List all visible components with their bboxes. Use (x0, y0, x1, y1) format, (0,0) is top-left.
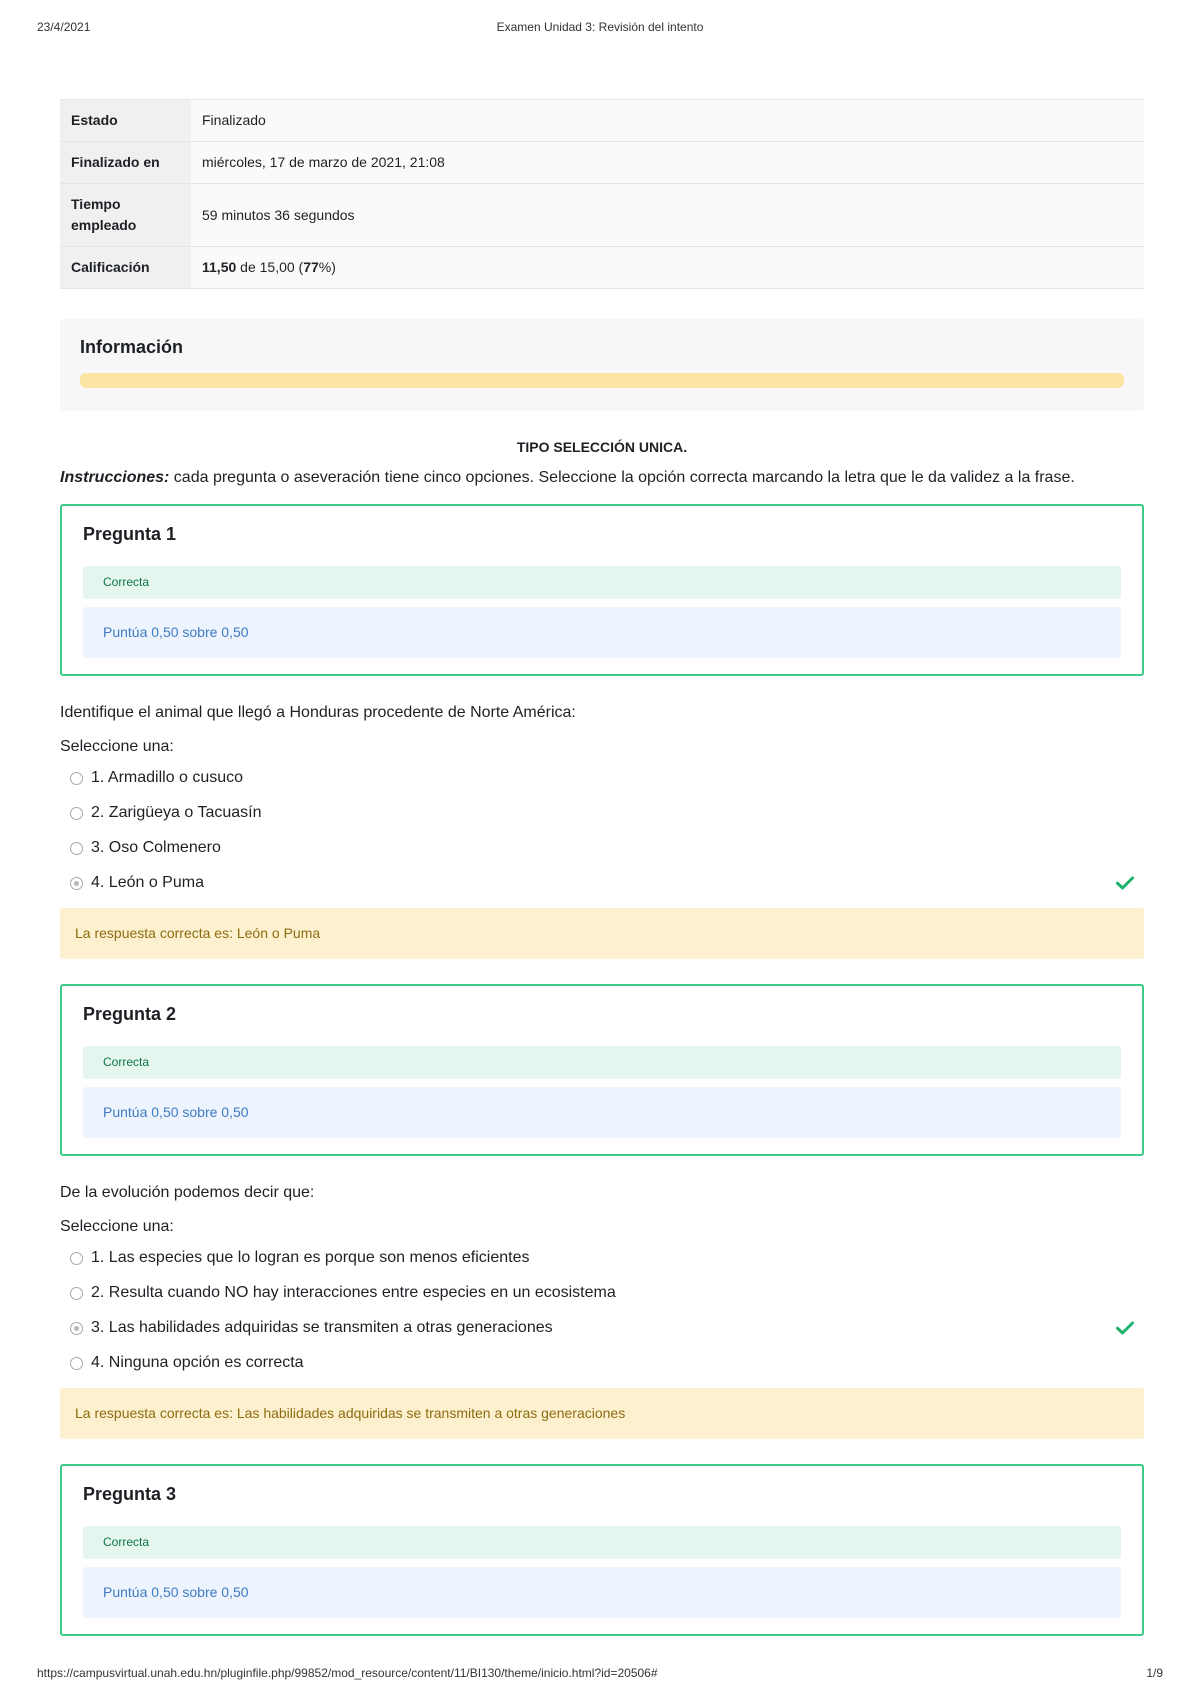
answer-option[interactable] (60, 1247, 1144, 1282)
answer-option-label: 3. Oso Colmenero (91, 839, 221, 856)
summary-value: miércoles, 17 de marzo de 2021, 21:08 (191, 142, 1144, 184)
print-title: Examen Unidad 3: Revisión del intento (496, 20, 704, 34)
question-text: Identifique el animal que llegó a Honduras procedente de Norte América: (60, 704, 576, 721)
radio-button-checked[interactable] (70, 1322, 83, 1335)
correct-answer-feedback: La respuesta correcta es: Las habilidades adquiridas se transmiten a otras generaciones (60, 1388, 1144, 1439)
radio-button[interactable] (70, 1287, 83, 1300)
answer-options (60, 1247, 1144, 1387)
answer-option-selected[interactable] (60, 1317, 1144, 1352)
radio-button-checked[interactable] (70, 877, 83, 890)
summary-value (191, 247, 1144, 289)
print-footer (37, 1666, 1163, 1682)
question-info-card (60, 1464, 1144, 1636)
question-title: Pregunta 1 (83, 524, 177, 544)
grade-percent: 77 (303, 259, 319, 275)
radio-button[interactable] (70, 1357, 83, 1370)
question-type-heading: TIPO SELECCIÓN UNICA. (516, 439, 688, 455)
answer-option[interactable] (60, 837, 1144, 872)
answer-option-label: 4. León o Puma (91, 874, 204, 891)
question-grade: Puntúa 0,50 sobre 0,50 (83, 1087, 1121, 1138)
summary-label: Tiempo empleado (60, 184, 191, 247)
summary-row-finalizado (60, 142, 1144, 184)
print-header (37, 20, 1163, 36)
quiz-review-content (60, 99, 1144, 1636)
answer-option[interactable] (60, 1282, 1144, 1317)
correct-answer-feedback: La respuesta correcta es: León o Puma (60, 908, 1144, 959)
answer-option[interactable] (60, 1352, 1144, 1387)
grade-percent-suffix: %) (318, 259, 336, 275)
question-state: Correcta (83, 1046, 1121, 1079)
instructions (60, 468, 1144, 488)
select-one-prompt: Seleccione una: (60, 738, 174, 755)
radio-button[interactable] (70, 842, 83, 855)
correct-check-icon (1116, 876, 1134, 890)
question-info-card (60, 984, 1144, 1156)
radio-button[interactable] (70, 1252, 83, 1265)
answer-option-label: 1. Las especies que lo logran es porque son menos eficientes (91, 1249, 530, 1266)
question-grade: Puntúa 0,50 sobre 0,50 (83, 1567, 1121, 1618)
information-highlight-bar (80, 373, 1124, 388)
information-title: Información (80, 337, 184, 357)
answer-options (60, 767, 1144, 907)
answer-option-label: 2. Zarigüeya o Tacuasín (91, 804, 262, 821)
summary-row-estado (60, 100, 1144, 142)
answer-option-label: 2. Resulta cuando NO hay interacciones entre especies en un ecosistema (91, 1284, 616, 1301)
summary-label: Calificación (60, 247, 191, 289)
correct-check-icon (1116, 1321, 1134, 1335)
question-state: Correcta (83, 1526, 1121, 1559)
grade-score: 11,50 (202, 259, 237, 275)
instructions-text: cada pregunta o aseveración tiene cinco opciones. Seleccione la opción correcta marcando la letra que le da validez a la frase. (169, 469, 1075, 486)
print-date: 23/4/2021 (37, 20, 91, 34)
answer-option-label: 3. Las habilidades adquiridas se transmiten a otras generaciones (91, 1319, 553, 1336)
attempt-summary-table (60, 99, 1144, 289)
grade-out-of: de 15,00 ( (236, 259, 304, 275)
information-box (60, 319, 1144, 411)
answer-option-label: 1. Armadillo o cusuco (91, 769, 244, 786)
print-page-number: 1/9 (1146, 1666, 1163, 1680)
question-title: Pregunta 2 (83, 1004, 177, 1024)
summary-value: 59 minutos 36 segundos (191, 184, 1144, 247)
summary-label: Estado (60, 100, 191, 142)
print-url: https://campusvirtual.unah.edu.hn/pluginfile.php/99852/mod_resource/content/11/BI130/theme/inicio.html?id=20506# (37, 1666, 658, 1680)
radio-button[interactable] (70, 807, 83, 820)
summary-value: Finalizado (191, 100, 1144, 142)
answer-option-label: 4. Ninguna opción es correcta (91, 1354, 304, 1371)
summary-row-calificacion (60, 247, 1144, 289)
answer-option[interactable] (60, 767, 1144, 802)
instructions-label: Instrucciones: (60, 469, 170, 486)
radio-button[interactable] (70, 772, 83, 785)
select-one-prompt: Seleccione una: (60, 1218, 174, 1235)
question-title: Pregunta 3 (83, 1484, 177, 1504)
question-info-card (60, 504, 1144, 676)
question-state: Correcta (83, 566, 1121, 599)
question-text: De la evolución podemos decir que: (60, 1184, 315, 1201)
answer-option[interactable] (60, 802, 1144, 837)
question-grade: Puntúa 0,50 sobre 0,50 (83, 607, 1121, 658)
summary-label: Finalizado en (60, 142, 191, 184)
summary-row-tiempo (60, 184, 1144, 247)
answer-option-selected[interactable] (60, 872, 1144, 907)
